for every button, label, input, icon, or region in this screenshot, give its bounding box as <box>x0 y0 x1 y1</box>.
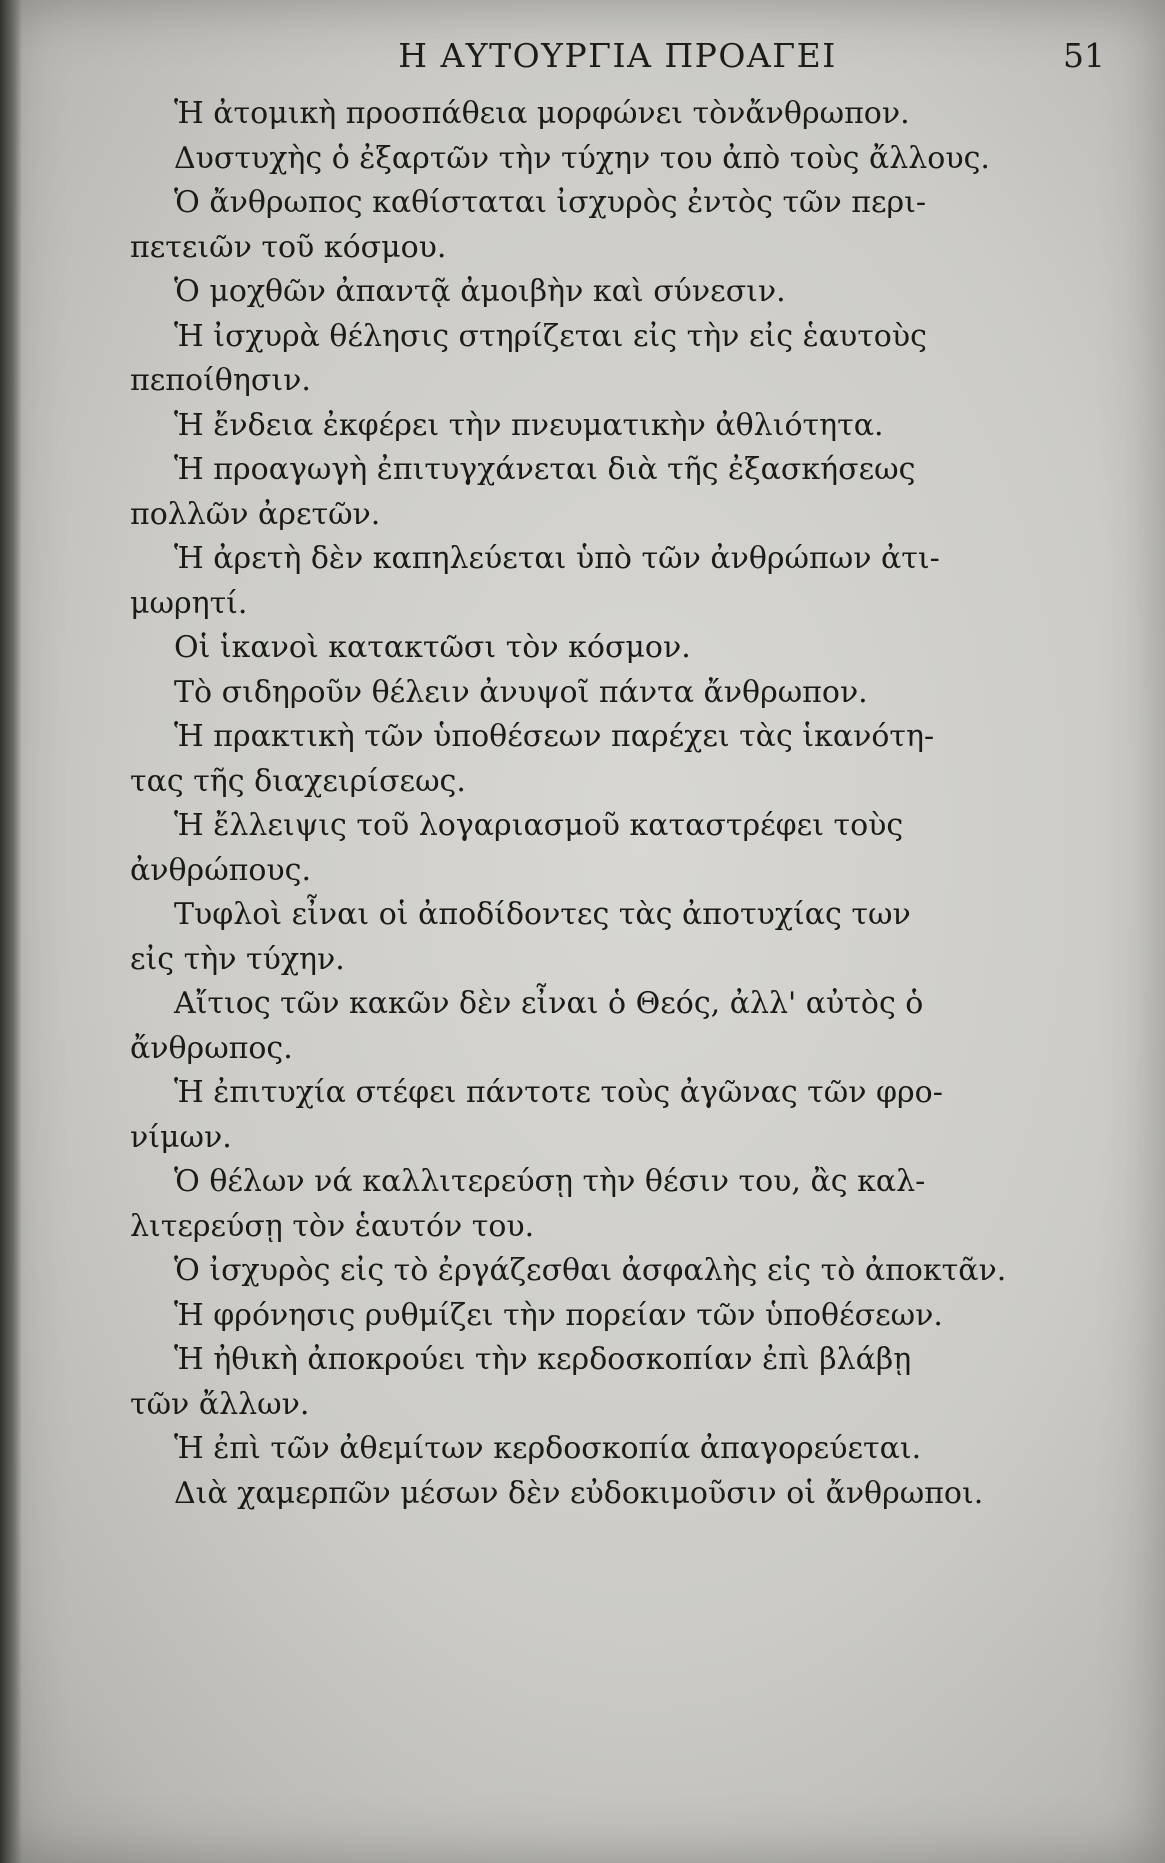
text-line: τῶν ἄλλων. <box>130 1386 310 1422</box>
running-title: Η ΑΥΤΟΥΡΓΙΑ ΠΡΟΑΓΕΙ <box>398 36 837 75</box>
running-header <box>130 30 1105 90</box>
text-line: Ἡ ἰσχυρὰ θέλησις στηρίζεται εἰς τὴν εἰς ἑαυτοὺς <box>174 318 927 354</box>
text-line: Ἡ πρακτικὴ τῶν ὑποθέσεων παρέχει τὰς ἱκανότη- <box>174 719 935 754</box>
text-line: Ἡ φρόνησις ρυθμίζει τὴν πορείαν τῶν ὑποθέσεων. <box>174 1297 943 1333</box>
text-line: ἀνθρώπους. <box>130 852 312 888</box>
text-line: Αἴτιος τῶν κακῶν δὲν εἶναι ὁ Θεός, ἀλλ' αὐτὸς ὁ <box>174 986 924 1021</box>
page-gutter-shadow <box>0 0 22 1863</box>
text-line: Τυφλοὶ εἶναι οἱ ἀποδίδοντες τὰς ἀποτυχίας των <box>174 897 911 932</box>
text-line: νίμων. <box>130 1119 232 1155</box>
text-line: Ὁ ἰσχυρὸς εἰς τὸ ἐργάζεσθαι ἀσφαλὴς εἰς τὸ ἀποκτᾶν. <box>174 1253 1007 1288</box>
text-line: ἄνθρωπος. <box>130 1030 293 1066</box>
text-line: Ὁ θέλων νά καλλιτερεύσῃ τὴν θέσιν του, ἂς καλ- <box>174 1164 926 1199</box>
text-line: Ἡ ἀτομικὴ προσπάθεια μορφώνει τὸνἄνθρωπον. <box>174 96 910 131</box>
text-line: Διὰ χαμερπῶν μέσων δὲν εὐδοκιμοῦσιν οἱ ἄνθρωποι. <box>174 1475 984 1511</box>
text-line: Ἡ προαγωγὴ ἐπιτυγχάνεται διὰ τῆς ἐξασκήσεως <box>174 452 916 487</box>
text-line: Ἡ ἔλλειψις τοῦ λογαριασμοῦ καταστρέφει τοὺς <box>174 808 904 843</box>
text-line: Ἡ ἠθικὴ ἀποκρούει τὴν κερδοσκοπίαν ἐπὶ βλάβῃ <box>174 1342 912 1377</box>
text-line: Ὁ ἄνθρωπος καθίσταται ἰσχυρὸς ἐντὸς τῶν περι- <box>174 185 927 220</box>
text-line: Ἡ ἐπιτυχία στέφει πάντοτε τοὺς ἀγῶνας τῶν φρο- <box>174 1075 943 1110</box>
text-line: τας τῆς διαχειρίσεως. <box>130 763 466 799</box>
text-line: εἰς τὴν τύχην. <box>130 941 345 977</box>
text-line: Ὁ μοχθῶν ἀπαντᾷ ἀμοιβὴν καὶ σύνεσιν. <box>174 274 786 309</box>
text-line: μωρητί. <box>130 585 248 621</box>
text-line: λιτερεύσῃ τὸν ἑαυτόν του. <box>130 1208 535 1244</box>
text-line: Δυστυχὴς ὁ ἐξαρτῶν τὴν τύχην του ἀπὸ τοὺς ἄλλους. <box>174 140 990 176</box>
text-line: πετειῶν τοῦ κόσμου. <box>130 229 447 265</box>
text-line: πολλῶν ἀρετῶν. <box>130 496 381 532</box>
text-line: Οἱ ἱκανοὶ κατακτῶσι τὸν κόσμον. <box>174 630 691 665</box>
text-line: Ἡ ἀρετὴ δὲν καπηλεύεται ὑπὸ τῶν ἀνθρώπων ἀτι- <box>174 541 940 576</box>
page-body <box>130 92 1110 1516</box>
text-line: Ἡ ἔνδεια ἐκφέρει τὴν πνευματικὴν ἀθλιότητα. <box>174 407 884 443</box>
page-number: 51 <box>1063 36 1105 75</box>
text-line: Τὸ σιδηροῦν θέλειν ἀνυψοῖ πάντα ἄνθρωπον. <box>174 674 868 710</box>
text-line: Ἡ ἐπὶ τῶν ἀθεμίτων κερδοσκοπία ἀπαγορεύεται. <box>174 1431 922 1466</box>
text-line: πεποίθησιν. <box>130 363 311 398</box>
